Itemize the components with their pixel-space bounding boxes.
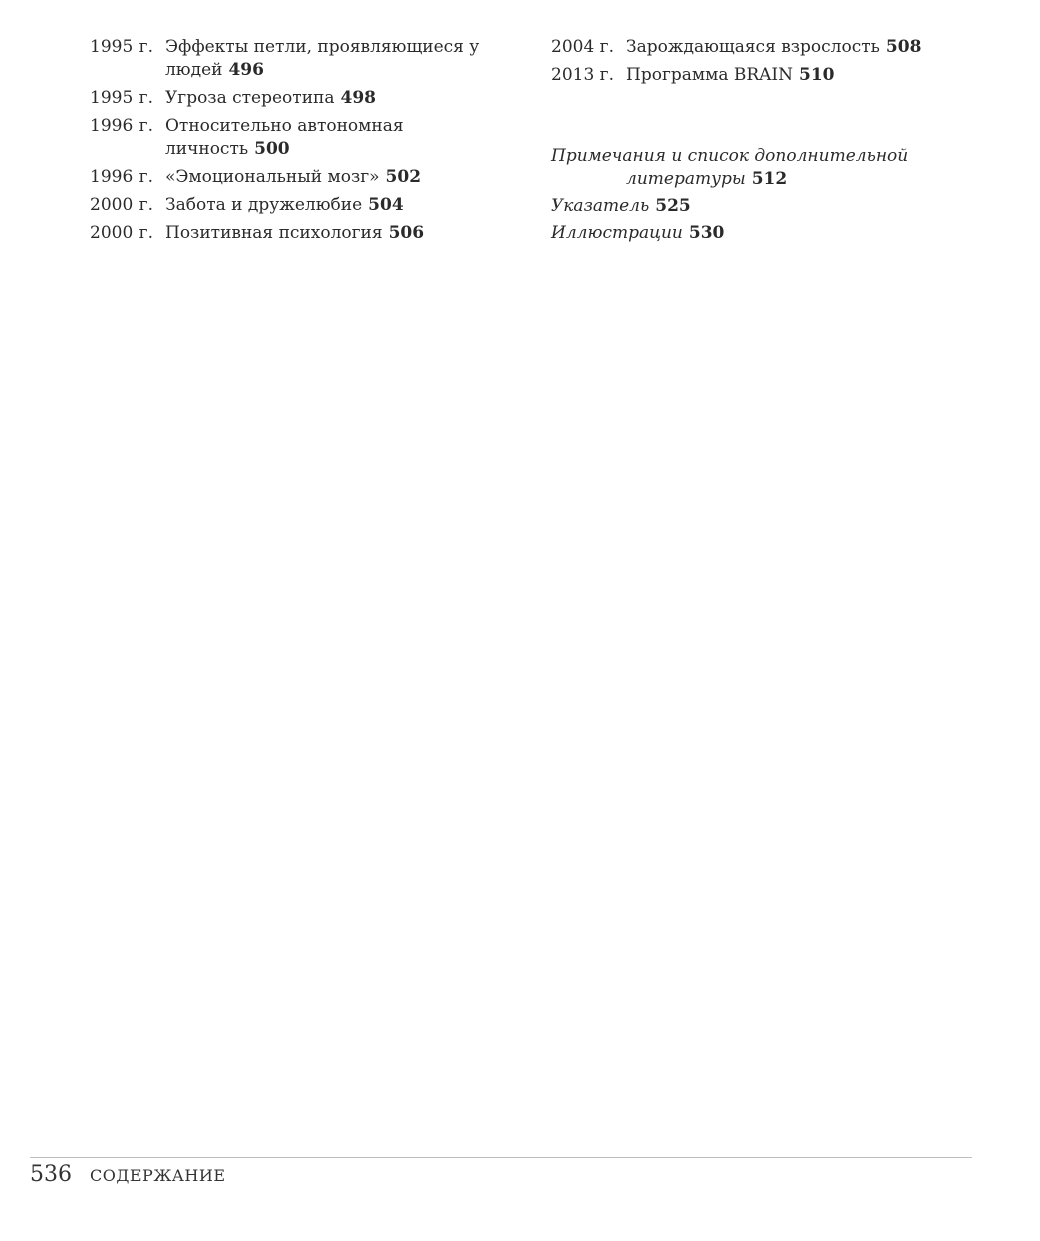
toc-entry-year: 1996 г. xyxy=(90,116,153,136)
toc-entry-title: «Эмоциональный мозг» xyxy=(165,167,380,187)
toc-entry-page: 510 xyxy=(799,65,835,85)
toc-entry-title: Угроза стереотипа xyxy=(165,88,335,108)
back-matter-page: 512 xyxy=(751,169,788,189)
toc-entry xyxy=(90,166,510,189)
toc-entry xyxy=(90,36,510,82)
footer-divider xyxy=(30,1157,972,1158)
toc-entry xyxy=(90,87,510,110)
toc-entry-title: Позитивная психология xyxy=(165,223,383,243)
toc-entry-year: 2004 г. xyxy=(551,37,614,57)
toc-left-column xyxy=(90,36,510,250)
toc-entry-year: 2013 г. xyxy=(551,65,614,85)
page-number: 536 xyxy=(30,1162,72,1187)
toc-entry-title: Программа BRAIN xyxy=(626,65,794,85)
back-matter-entry xyxy=(551,195,971,218)
toc-entry-page: 502 xyxy=(385,167,422,187)
page-footer xyxy=(30,1162,226,1187)
toc-entry-year: 1995 г. xyxy=(90,88,153,108)
toc-entry-page: 498 xyxy=(340,88,376,108)
toc-entry xyxy=(551,36,971,59)
back-matter-label: Указатель xyxy=(551,196,650,216)
toc-entry xyxy=(90,222,510,245)
running-head: СОДЕРЖАНИЕ xyxy=(90,1166,226,1185)
toc-entry-year: 2000 г. xyxy=(90,195,153,215)
back-matter-entry xyxy=(551,222,971,245)
toc-entry-page: 508 xyxy=(885,37,922,57)
back-matter-label: Иллюстрации xyxy=(551,223,683,243)
toc-entry xyxy=(551,64,971,87)
back-matter-label: Примечания и список дополнительной литературы xyxy=(551,146,909,189)
toc-right-column xyxy=(551,36,971,249)
toc-entry xyxy=(90,194,510,217)
toc-entry-year: 1996 г. xyxy=(90,167,153,187)
back-matter-entry xyxy=(551,145,971,191)
toc-entry xyxy=(90,115,510,161)
toc-entry-title: Зарождающаяся взрослость xyxy=(626,37,880,57)
toc-entry-year: 2000 г. xyxy=(90,223,153,243)
toc-entry-title: Забота и дружелюбие xyxy=(165,195,363,215)
toc-entry-title: Эффекты петли, проявляющиеся у людей xyxy=(165,37,480,80)
toc-entry-page: 504 xyxy=(368,195,404,215)
toc-entry-page: 500 xyxy=(254,139,290,159)
toc-entry-page: 506 xyxy=(388,223,425,243)
toc-entry-title: Относительно автономная личность xyxy=(165,116,404,159)
back-matter-page: 530 xyxy=(688,223,725,243)
back-matter-page: 525 xyxy=(655,196,691,216)
toc-entry-page: 496 xyxy=(228,60,264,80)
toc-entry-year: 1995 г. xyxy=(90,37,153,57)
